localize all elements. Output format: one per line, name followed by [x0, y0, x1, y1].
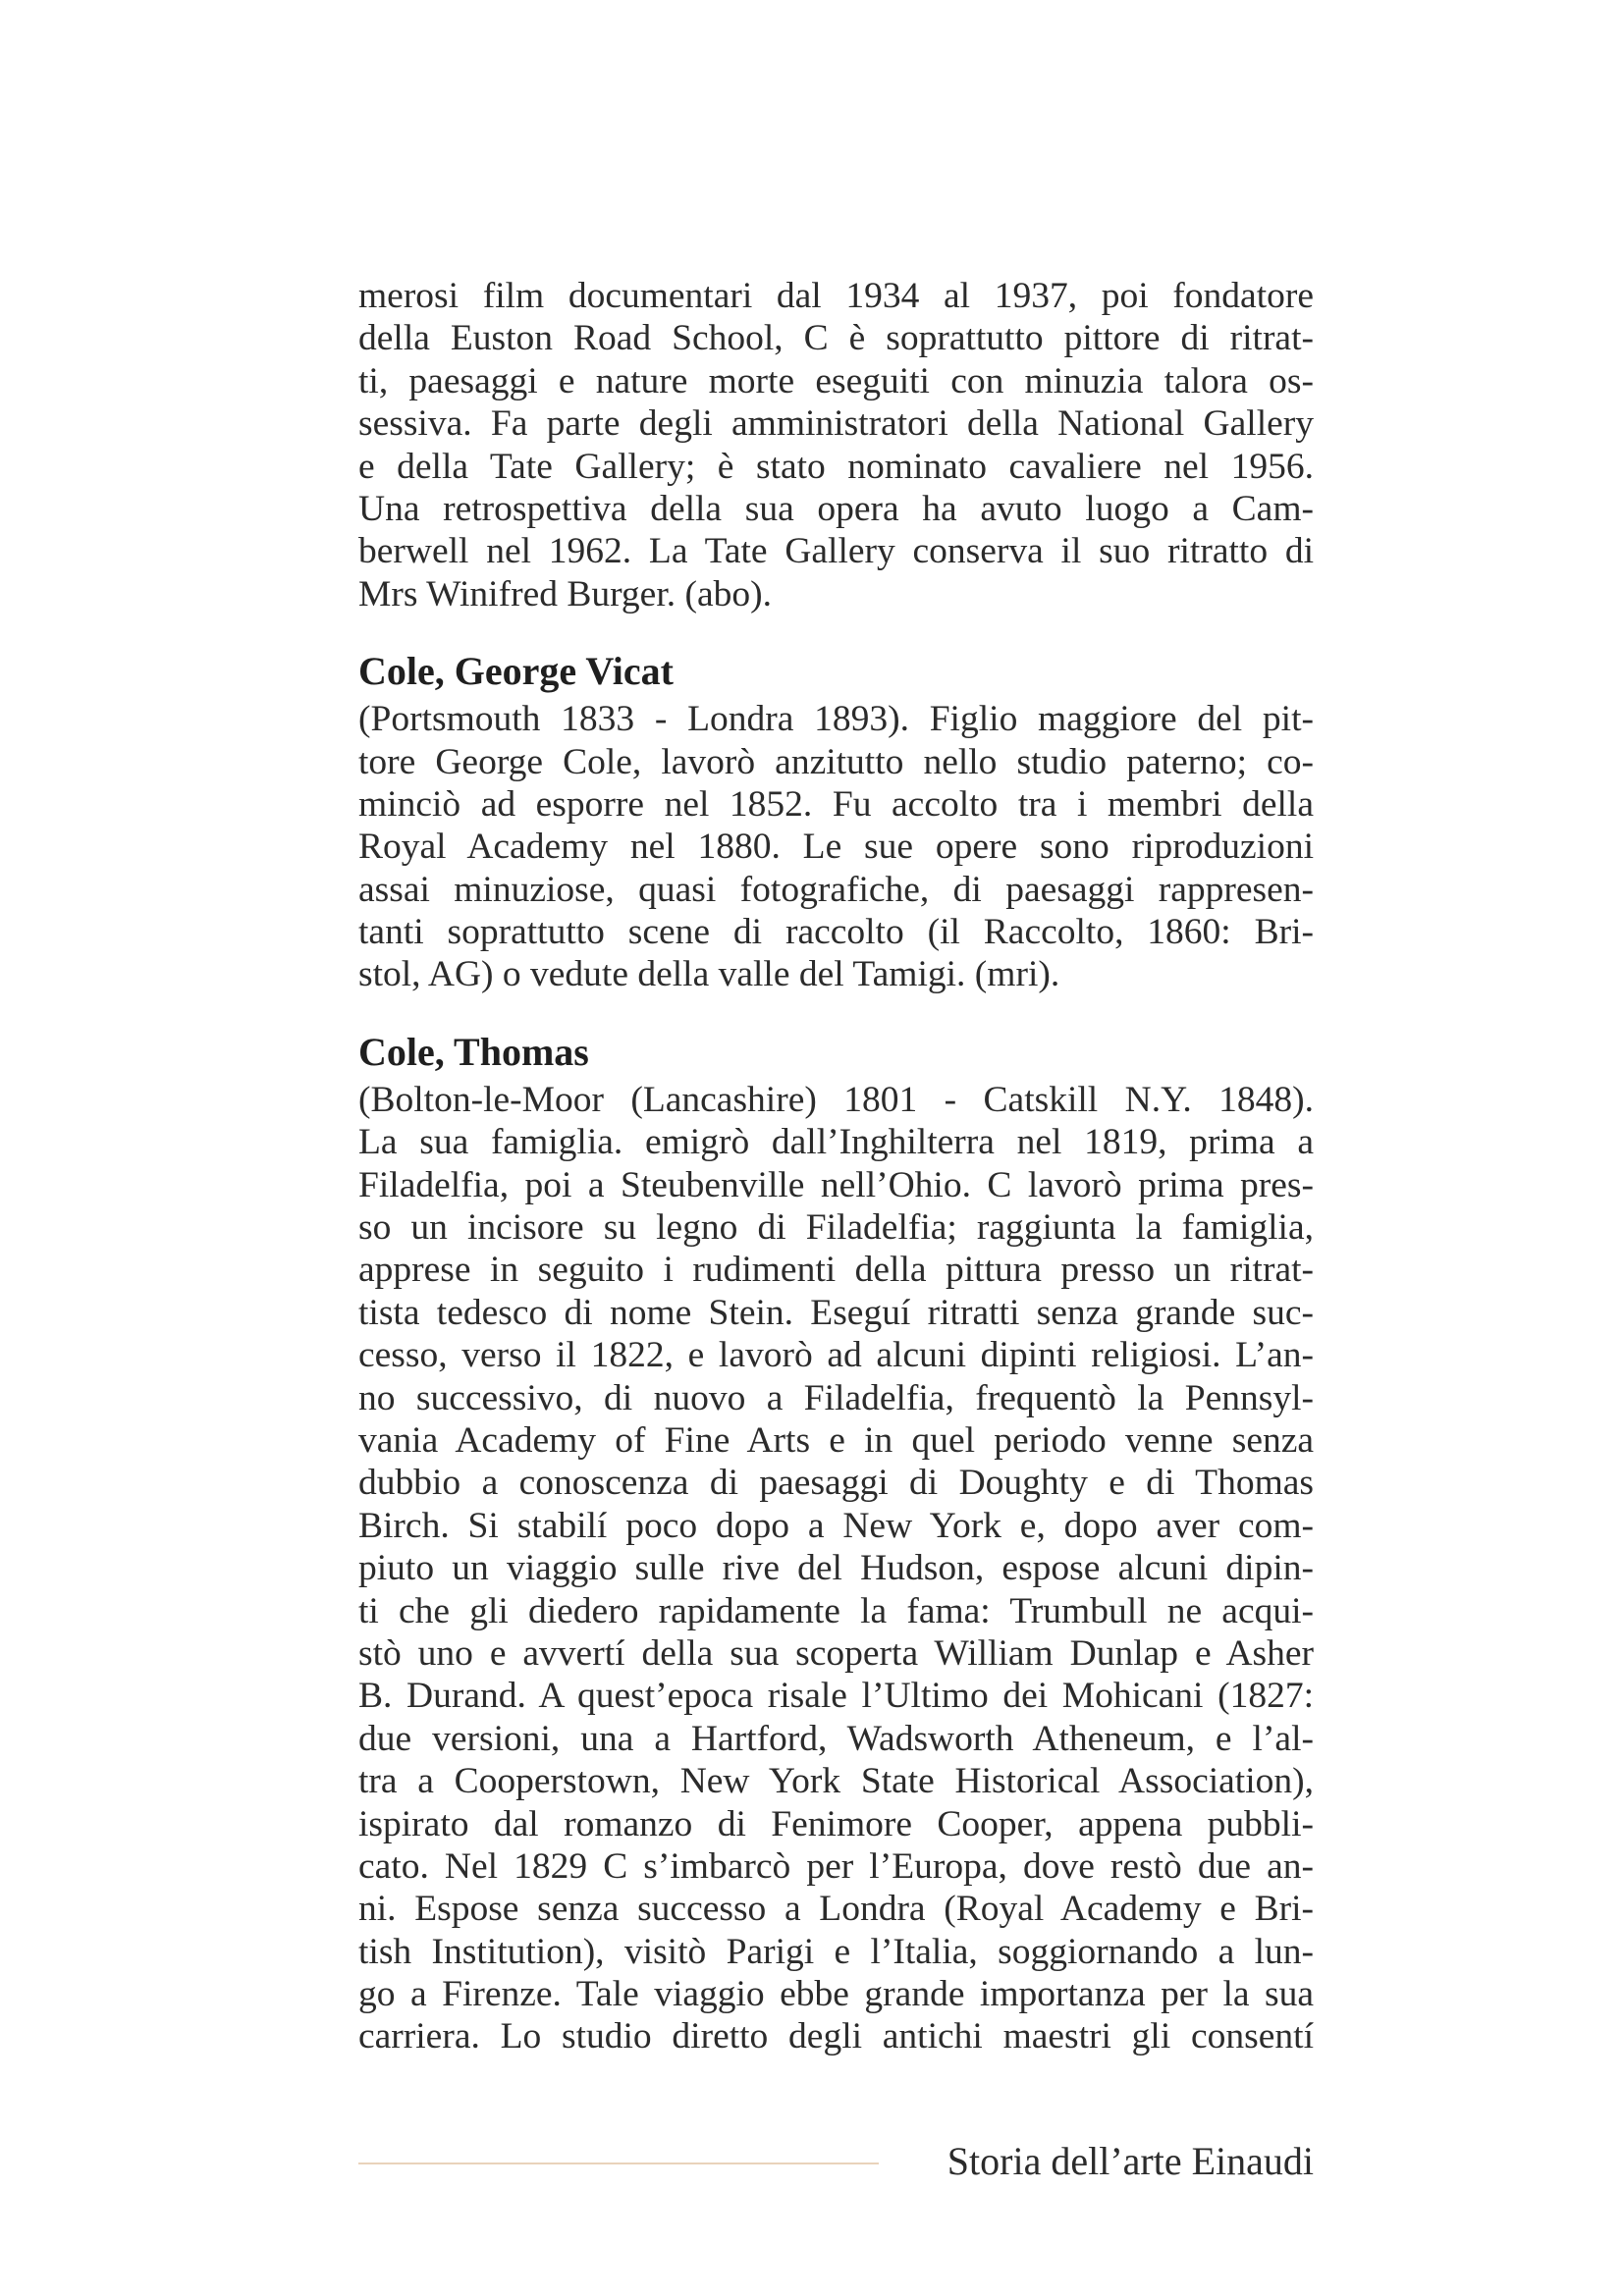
entry-line: cato. Nel 1829 C s’imbarcò per l’Europa, dove restò due an- — [358, 1845, 1314, 1887]
entry-cole-george-vicat — [358, 649, 1314, 996]
entry-line: La sua famiglia. emigrò dall’Inghilterra nel 1819, prima a — [358, 1122, 1314, 1163]
entry-line: cesso, verso il 1822, e lavorò ad alcuni dipinti religiosi. L’an- — [358, 1335, 1314, 1376]
entry-heading: Cole, George Vicat — [358, 649, 674, 694]
entry-line: assai minuziose, quasi fotografiche, di paesaggi rappresen- — [358, 869, 1314, 910]
intro-line: berwell nel 1962. La Tate Gallery conserva il suo ritratto di — [358, 531, 1314, 572]
entry-line: minciò ad esporre nel 1852. Fu accolto tra i membri della — [358, 783, 1314, 825]
text-column — [358, 275, 1314, 2058]
entry-line: due versioni, una a Hartford, Wadsworth Atheneum, e l’al- — [358, 1718, 1314, 1759]
entry-line: (Bolton-le-Moor (Lancashire) 1801 - Catskill N.Y. 1848). — [358, 1079, 1314, 1120]
entry-line: ni. Espose senza successo a Londra (Royal Academy e Bri- — [358, 1889, 1314, 1930]
intro-line: della Euston Road School, C è soprattutto pittore di ritrat- — [358, 318, 1314, 359]
intro-paragraph — [358, 275, 1314, 615]
entry-line: stò uno e avvertí della sua scoperta William Dunlap e Asher — [358, 1632, 1314, 1674]
entry-line: vania Academy of Fine Arts e in quel periodo venne senza — [358, 1419, 1314, 1461]
entry-cole-thomas — [358, 1030, 1314, 2058]
intro-line: merosi film documentari dal 1934 al 1937, poi fondatore — [358, 276, 1314, 316]
entry-line: B. Durand. A quest’epoca risale l’Ultimo dei Mohicani (1827: — [358, 1676, 1314, 1717]
entry-line: tish Institution), visitò Parigi e l’Italia, soggiornando a lun- — [358, 1931, 1314, 1972]
intro-line: Mrs Winifred Burger. (abo). — [358, 573, 772, 614]
entry-line: ti che gli diedero rapidamente la fama: Trumbull ne acqui- — [358, 1590, 1314, 1631]
entry-line: tore George Cole, lavorò anzitutto nello studio paterno; co- — [358, 741, 1314, 782]
entry-line: Royal Academy nel 1880. Le sue opere sono riproduzioni — [358, 827, 1314, 868]
intro-line: e della Tate Gallery; è stato nominato cavaliere nel 1956. — [358, 446, 1314, 487]
entry-line: tanti soprattutto scene di raccolto (il Raccolto, 1860: Bri- — [358, 912, 1314, 953]
entry-line: apprese in seguito i rudimenti della pittura presso un ritrat- — [358, 1250, 1314, 1291]
entry-line: go a Firenze. Tale viaggio ebbe grande importanza per la sua — [358, 1974, 1314, 2015]
entry-line: stol, AG) o vedute della valle del Tamigi. (mri). — [358, 954, 1060, 995]
entry-line: so un incisore su legno di Filadelfia; raggiunta la famiglia, — [358, 1207, 1314, 1249]
entry-line: piuto un viaggio sulle rive del Hudson, espose alcuni dipin- — [358, 1548, 1314, 1589]
entry-line: ispirato dal romanzo di Fenimore Cooper, appena pubbli- — [358, 1803, 1314, 1844]
footer-title: Storia dell’arte Einaudi — [947, 2139, 1314, 2183]
entry-line: carriera. Lo studio diretto degli antichi maestri gli consentí — [358, 2016, 1314, 2057]
entry-line: Filadelfia, poi a Steubenville nell’Ohio. C lavorò prima pres- — [358, 1164, 1314, 1205]
intro-line: ti, paesaggi e nature morte eseguiti con minuzia talora os- — [358, 360, 1314, 401]
entry-line: (Portsmouth 1833 - Londra 1893). Figlio maggiore del pit- — [358, 699, 1314, 740]
entry-line: Birch. Si stabilí poco dopo a New York e, dopo aver com- — [358, 1505, 1314, 1546]
intro-line: sessiva. Fa parte degli amministratori della National Gallery — [358, 403, 1314, 445]
intro-line: Una retrospettiva della sua opera ha avuto luogo a Cam- — [358, 488, 1314, 529]
entry-line: tra a Cooperstown, New York State Historical Association), — [358, 1761, 1314, 1802]
entry-line: dubbio a conoscenza di paesaggi di Doughty e di Thomas — [358, 1463, 1314, 1504]
entry-heading: Cole, Thomas — [358, 1029, 589, 1074]
entry-line: no successivo, di nuovo a Filadelfia, frequentò la Pennsyl- — [358, 1377, 1314, 1418]
entry-line: tista tedesco di nome Stein. Eseguí ritratti senza grande suc- — [358, 1292, 1314, 1333]
footer-rule — [358, 2163, 879, 2164]
